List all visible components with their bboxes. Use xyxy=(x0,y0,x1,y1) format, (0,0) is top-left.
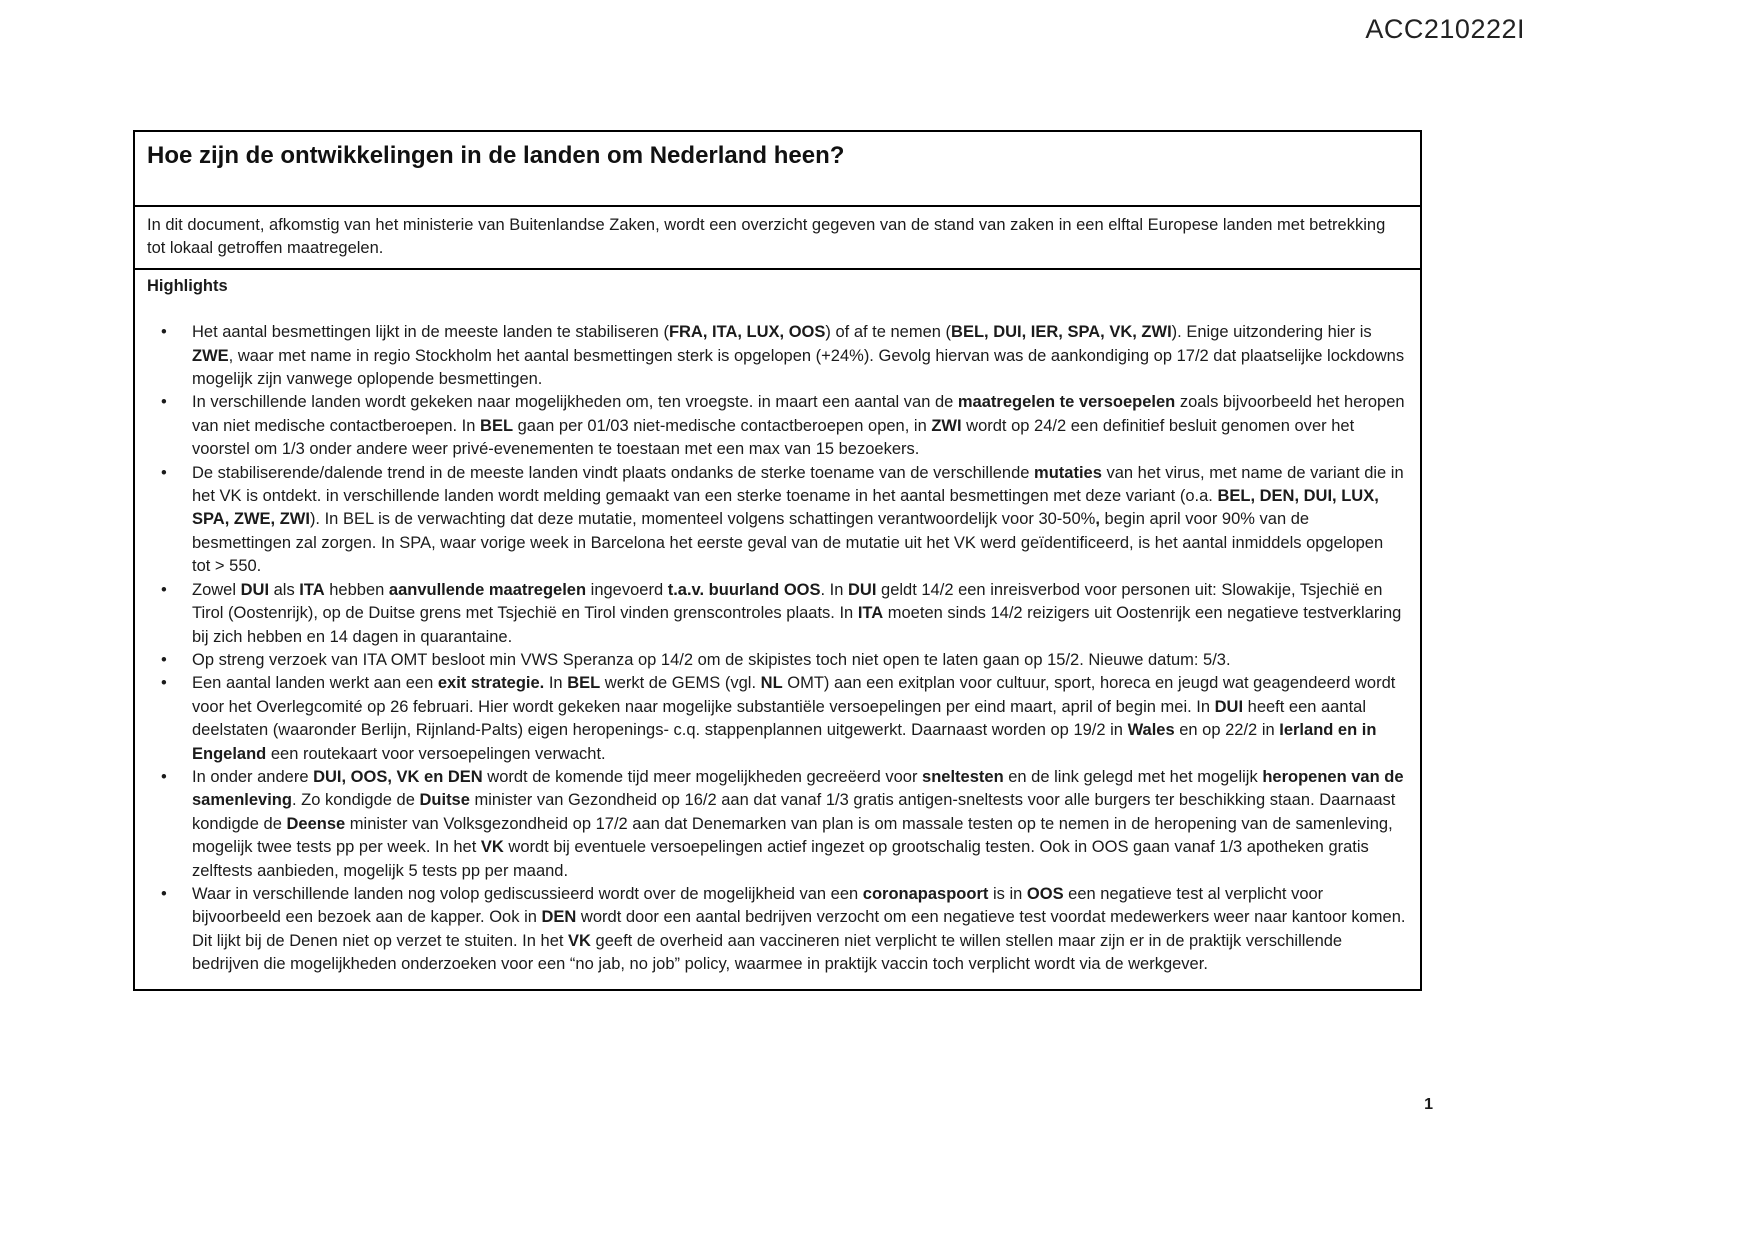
highlights-heading: Highlights xyxy=(147,276,228,295)
highlights-section xyxy=(135,268,1420,989)
bullet-marker: • xyxy=(161,767,167,786)
bullet-marker: • xyxy=(161,580,167,599)
bullet-item: • Zowel DUI als ITA hebben aanvullende maatregelen ingevoerd t.a.v. buurland OOS. In DUI geldt 14/2 een inreisverbod voor personen uit: Slowakije, Tsjechië en Tirol (Oostenrijk), op de Duitse grens met Tsjechië en Tirol vinden grenscontroles plaats. In ITA moeten sinds 14/2 reizigers uit Oostenrijk een negatieve testverklaring bij zich hebben en 14 dagen in quarantaine. xyxy=(161,580,1402,646)
document-title: Hoe zijn de ontwikkelingen in de landen om Nederland heen? xyxy=(147,142,845,169)
bullet-item: • In verschillende landen wordt gekeken naar mogelijkheden om, ten vroegste. in maart een aantal van de maatregelen te versoepelen zoals bijvoorbeeld het heropen van niet medische contactberoepen. In BEL gaan per 01/03 niet-medische contactberoepen open, in ZWI wordt op 24/2 een definitief besluit genomen over het voorstel om 1/3 onder andere weer privé-evenementen te toestaan met een max van 15 bezoekers. xyxy=(161,393,1405,459)
bullet-item: • Waar in verschillende landen nog volop gediscussieerd wordt over de mogelijkheid van een coronapaspoort is in OOS een negatieve test al verplicht voor bijvoorbeeld een bezoek aan de kapper. Ook in DEN wordt door een aantal bedrijven verzocht om een negatieve test voordat medewerkers weer naar kantoor komen. Dit lijkt bij de Denen niet op verzet te stuiten. In het VK geeft de overheid aan vaccineren niet verplicht te willen stellen maar zijn er in de praktijk verschillende bedrijven die mogelijkheden onderzoeken voor een “no jab, no job” policy, waarmee in praktijk vaccin toch verplicht wordt via de werkgever. xyxy=(161,884,1406,974)
bullet-marker: • xyxy=(161,323,167,342)
bullet-marker: • xyxy=(161,650,167,669)
bullet-marker: • xyxy=(161,393,167,412)
bullet-marker: • xyxy=(161,674,167,693)
page-number: 1 xyxy=(1424,1096,1433,1113)
bullet-item: • Een aantal landen werkt aan een exit strategie. In BEL werkt de GEMS (vgl. NL OMT) aan een exitplan voor cultuur, sport, horeca en jeugd wat geagendeerd wordt voor het Overlegcomité op 26 februari. Hier wordt gekeken naar mogelijke substantiële versoepelingen per eind maart, april of begin mei. In DUI heeft een aantal deelstaten (waaronder Berlijn, Rijnland-Palts) eigen heropenings- c.q. stappenplannen uitgewerkt. Daarnaast worden op 19/2 in Wales en op 22/2 in Ierland en in Engeland een routekaart voor versoepelingen verwacht. xyxy=(161,674,1396,763)
bullet-item: • Het aantal besmettingen lijkt in de meeste landen te stabiliseren (FRA, ITA, LUX, OOS) of af te nemen (BEL, DUI, IER, SPA, VK, ZWI). Enige uitzondering hier is ZWE, waar met name in regio Stockholm het aantal besmettingen sterk is opgelopen (+24%). Gevolg hiervan was de aankondiging op 17/2 dat plaatselijke lockdowns mogelijk zijn vanwege oplopende besmettingen. xyxy=(161,323,1405,389)
bullet-item: • In onder andere DUI, OOS, VK en DEN wordt de komende tijd meer mogelijkheden gecreëerd voor sneltesten en de link gelegd met het mogelijk heropenen van de samenleving. Zo kondigde de Duitse minister van Gezondheid op 16/2 aan dat vanaf 1/3 gratis antigen-sneltests voor alle burgers ter beschikking staan. Daarnaast kondigde de Deense minister van Volksgezondheid op 17/2 aan dat Denemarken van plan is om massale testen op te nemen in de heropening van de samenleving, mogelijk twee tests pp per week. In het VK wordt bij eventuele versoepelingen actief ingezet op grootschalig testen. Ook in OOS gaan vanaf 1/3 apotheken gratis zelftests aanbieden, mogelijk 5 tests pp per maand. xyxy=(161,767,1404,880)
bullet-item: • Op streng verzoek van ITA OMT besloot min VWS Speranza op 14/2 om de skipistes toch niet open te laten gaan op 15/2. Nieuwe datum: 5/3. xyxy=(161,649,1406,672)
document-code: ACC210222I xyxy=(1365,14,1525,44)
bullet-marker: • xyxy=(161,463,167,482)
intro-paragraph: In dit document, afkomstig van het ministerie van Buitenlandse Zaken, wordt een overzicht gegeven van de stand van zaken in een elftal Europese landen met betrekking tot lokaal getroffen maatregelen. xyxy=(135,205,1420,268)
highlights-list xyxy=(147,321,1406,976)
bullet-marker: • xyxy=(161,884,167,903)
bullet-item: • De stabiliserende/dalende trend in de meeste landen vindt plaats ondanks de sterke toename van de verschillende mutaties van het virus, met name de variant die in het VK is ontdekt. in verschillende landen wordt melding gemaakt van een sterke toename in het aantal besmettingen met deze variant (o.a. BEL, DEN, DUI, LUX, SPA, ZWE, ZWI). In BEL is de verwachting dat deze mutatie, momenteel volgens schattingen verantwoordelijk voor 30-50%, begin april voor 90% van de besmettingen zal zorgen. In SPA, waar vorige week in Barcelona het eerste geval van de mutatie uit het VK werd geïdentificeerd, is het aantal inmiddels opgelopen tot > 550. xyxy=(161,463,1404,576)
document-table xyxy=(133,130,1422,991)
